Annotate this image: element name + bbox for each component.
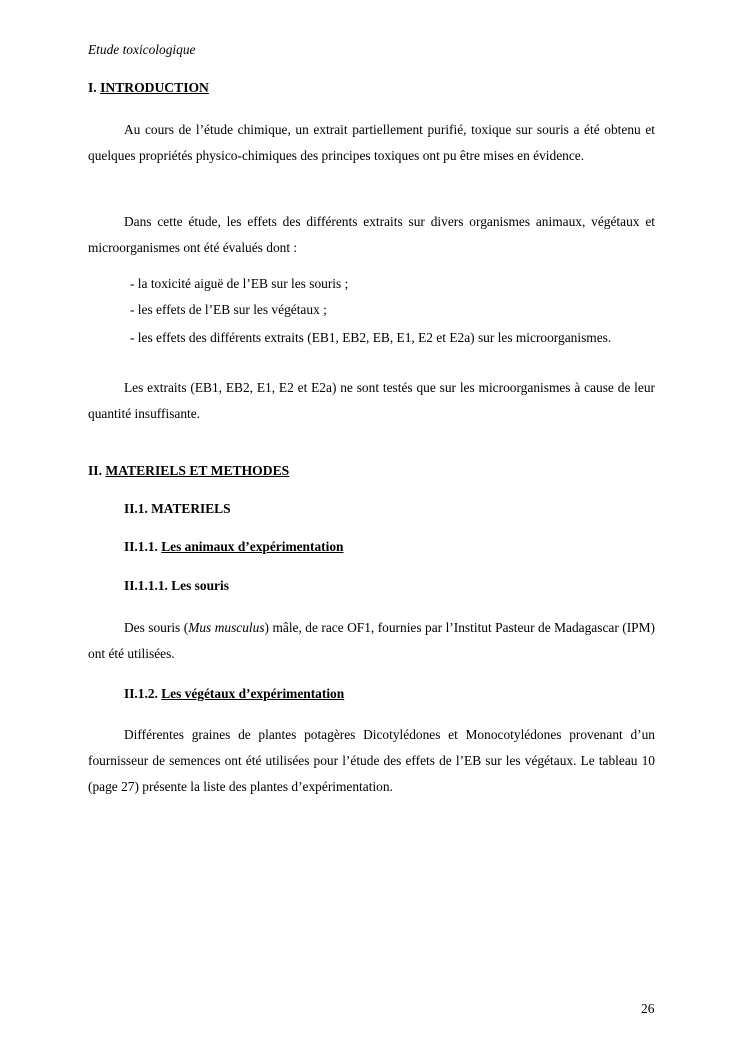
intro-paragraph-2: Dans cette étude, les effets des différents extraits sur divers organismes animaux, végétaux et microorganismes ont été évalués dont : [88, 214, 655, 255]
intro-paragraph-1: Au cours de l’étude chimique, un extrait partiellement purifié, toxique sur souris a été obtenu et quelques propriétés physico-chimiques des principes toxiques ont pu être mises en évidence. [88, 122, 655, 163]
subsection-heading-animaux [124, 539, 343, 555]
mice-text-end: ) mâle, de race OF1, fournies par l’Institut Pasteur de Madagascar (IPM) ont été utilisées. [88, 620, 655, 661]
section-number: II. [88, 463, 102, 478]
running-header: Etude toxicologique [88, 42, 196, 57]
list-item: - les effets des différents extraits (EB1, EB2, EB, E1, E2 et E2a) sur les microorganismes. [130, 330, 612, 345]
subsection-heading-vegetaux [124, 686, 344, 702]
mice-paragraph [88, 615, 655, 667]
mice-text-start: Des souris ( [124, 620, 189, 635]
subsection-heading-materiels: II.1. MATERIELS [124, 501, 231, 516]
section-title: INTRODUCTION [100, 80, 209, 95]
species-name: Mus musculus [188, 620, 265, 635]
page-number: 26 [641, 1001, 655, 1016]
section-heading-introduction [88, 80, 209, 96]
subsection-number: II.1.2. [124, 686, 158, 701]
subsection-title: Les végétaux d’expérimentation [161, 686, 345, 701]
subsection-title: Les animaux d’expérimentation [161, 539, 344, 554]
plants-paragraph: Différentes graines de plantes potagères Dicotylédones et Monocotylédones provenant d’un fournisseur de semences ont été utilisées pour l’étude des effets de l’EB sur les végétaux. Le tableau 10 (page 27) présente la liste des plantes d’expérimentation. [88, 727, 655, 794]
subsection-heading-souris: II.1.1.1. Les souris [124, 578, 229, 593]
list-item: - la toxicité aiguë de l’EB sur les souris ; [130, 276, 349, 291]
list-item: - les effets de l’EB sur les végétaux ; [130, 302, 327, 317]
section-title: MATERIELS ET METHODES [105, 463, 290, 478]
subsection-number: II.1.1. [124, 539, 158, 554]
section-number: I. [88, 80, 97, 95]
intro-paragraph-3: Les extraits (EB1, EB2, E1, E2 et E2a) ne sont testés que sur les microorganismes à cause de leur quantité insuffisante. [88, 380, 655, 421]
section-heading-materiels-et-methodes [88, 463, 289, 479]
